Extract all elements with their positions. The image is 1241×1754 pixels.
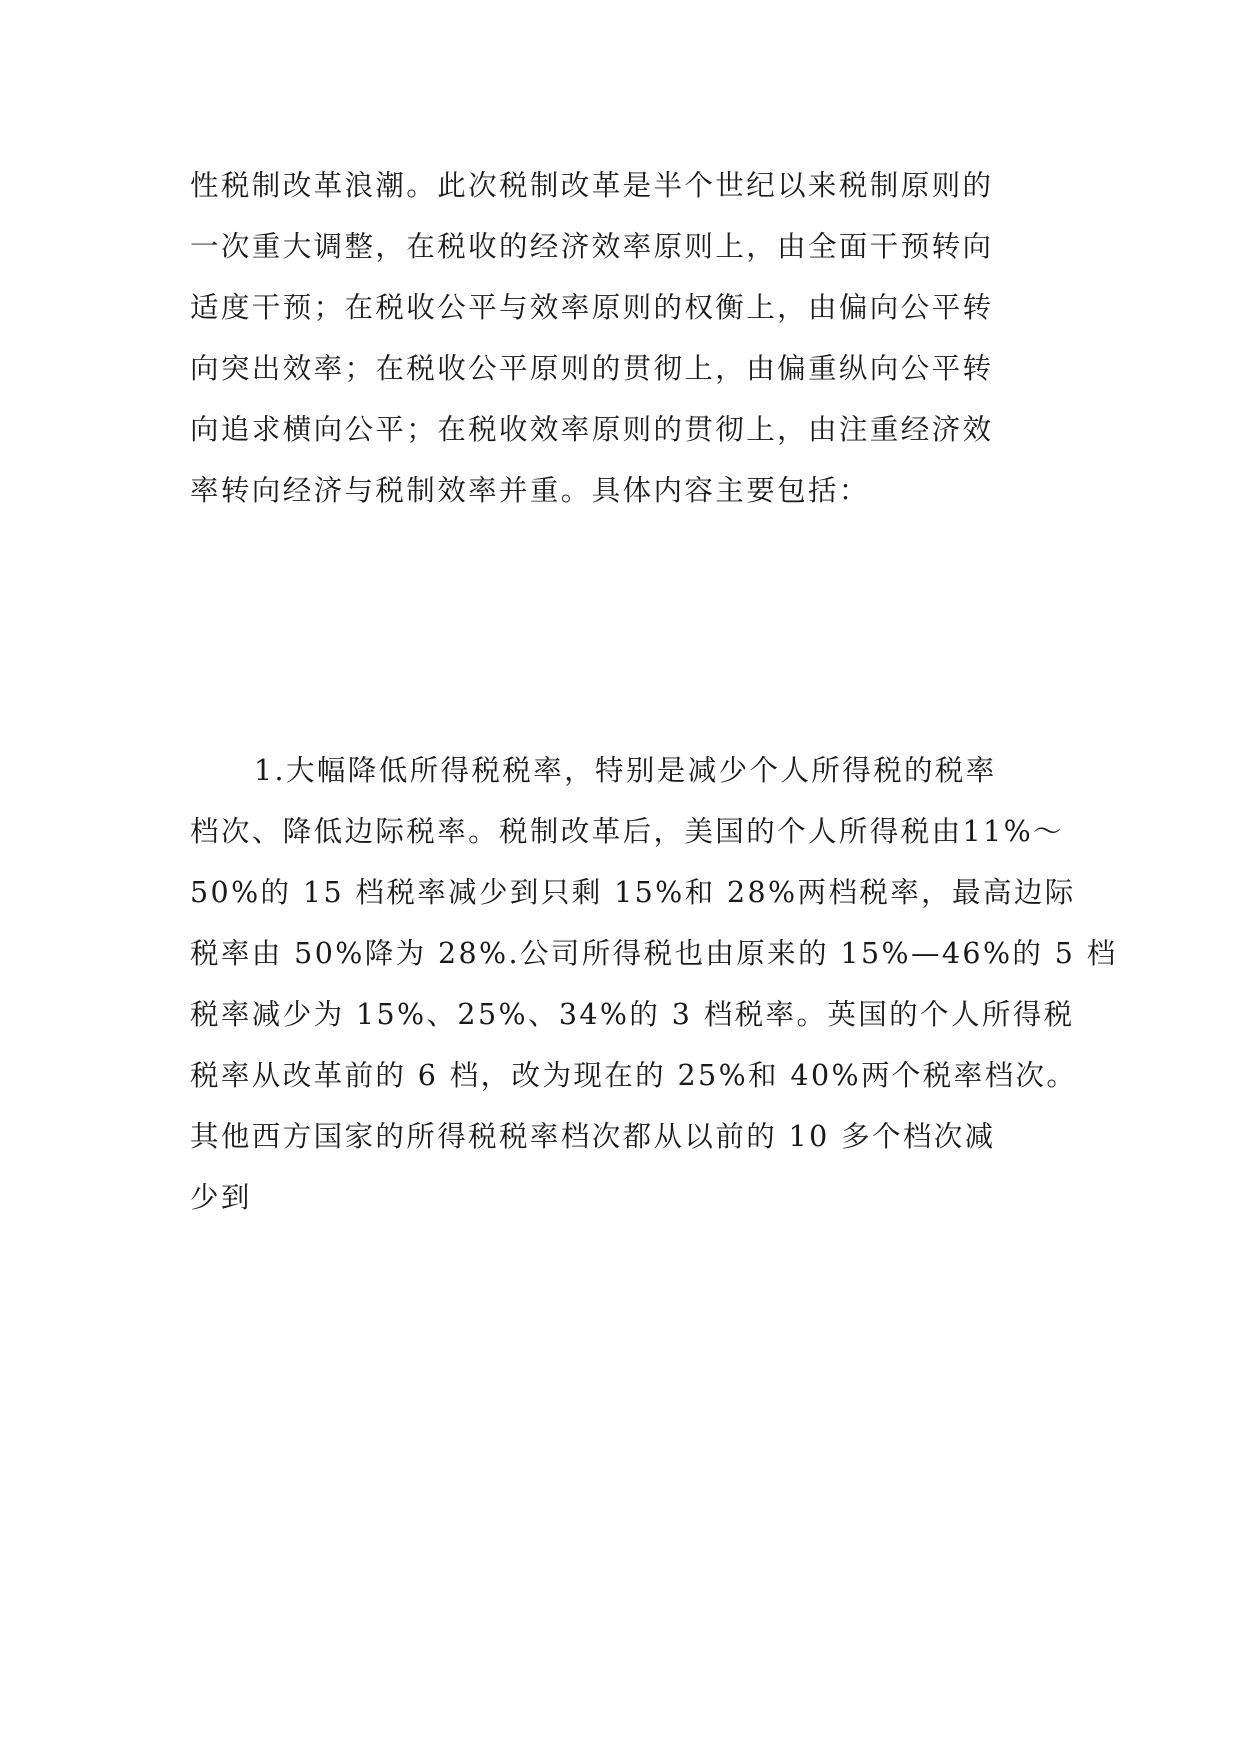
text-line: 适度干预；在税收公平与效率原则的权衡上，由偏向公平转	[190, 291, 994, 324]
text-line: 其他西方国家的所得税税率档次都从以前的 10 多个档次减	[190, 1120, 996, 1153]
text-line: 率转向经济与税制效率并重。具体内容主要包括：	[190, 474, 870, 507]
text-line: 向追求横向公平；在税收效率原则的贯彻上，由注重经济效	[190, 413, 994, 446]
text-line: 性税制改革浪潮。此次税制改革是半个世纪以来税制原则的	[190, 169, 994, 202]
paragraph-tax-reform-principles	[190, 155, 1070, 521]
paragraph-income-tax-rates	[190, 740, 1118, 1228]
text-line: 税率由 50%降为 28%.公司所得税也由原来的 15%—46%的 5 档	[190, 937, 1118, 970]
text-line: 税率减少为 15%、25%、34%的 3 档税率。英国的个人所得税	[190, 998, 1075, 1031]
text-line: 向突出效率；在税收公平原则的贯彻上，由偏重纵向公平转	[190, 352, 994, 385]
text-line: 1.大幅降低所得税税率，特别是减少个人所得税的税率	[254, 754, 997, 787]
text-line: 50%的 15 档税率减少到只剩 15%和 28%两档税率，最高边际	[190, 876, 1076, 909]
text-line: 档次、降低边际税率。税制改革后，美国的个人所得税由11%～	[190, 815, 1064, 848]
text-line: 一次重大调整，在税收的经济效率原则上，由全面干预转向	[190, 230, 994, 263]
text-line: 税率从改革前的 6 档，改为现在的 25%和 40%两个税率档次。	[190, 1059, 1078, 1092]
text-line: 少到	[190, 1181, 252, 1214]
